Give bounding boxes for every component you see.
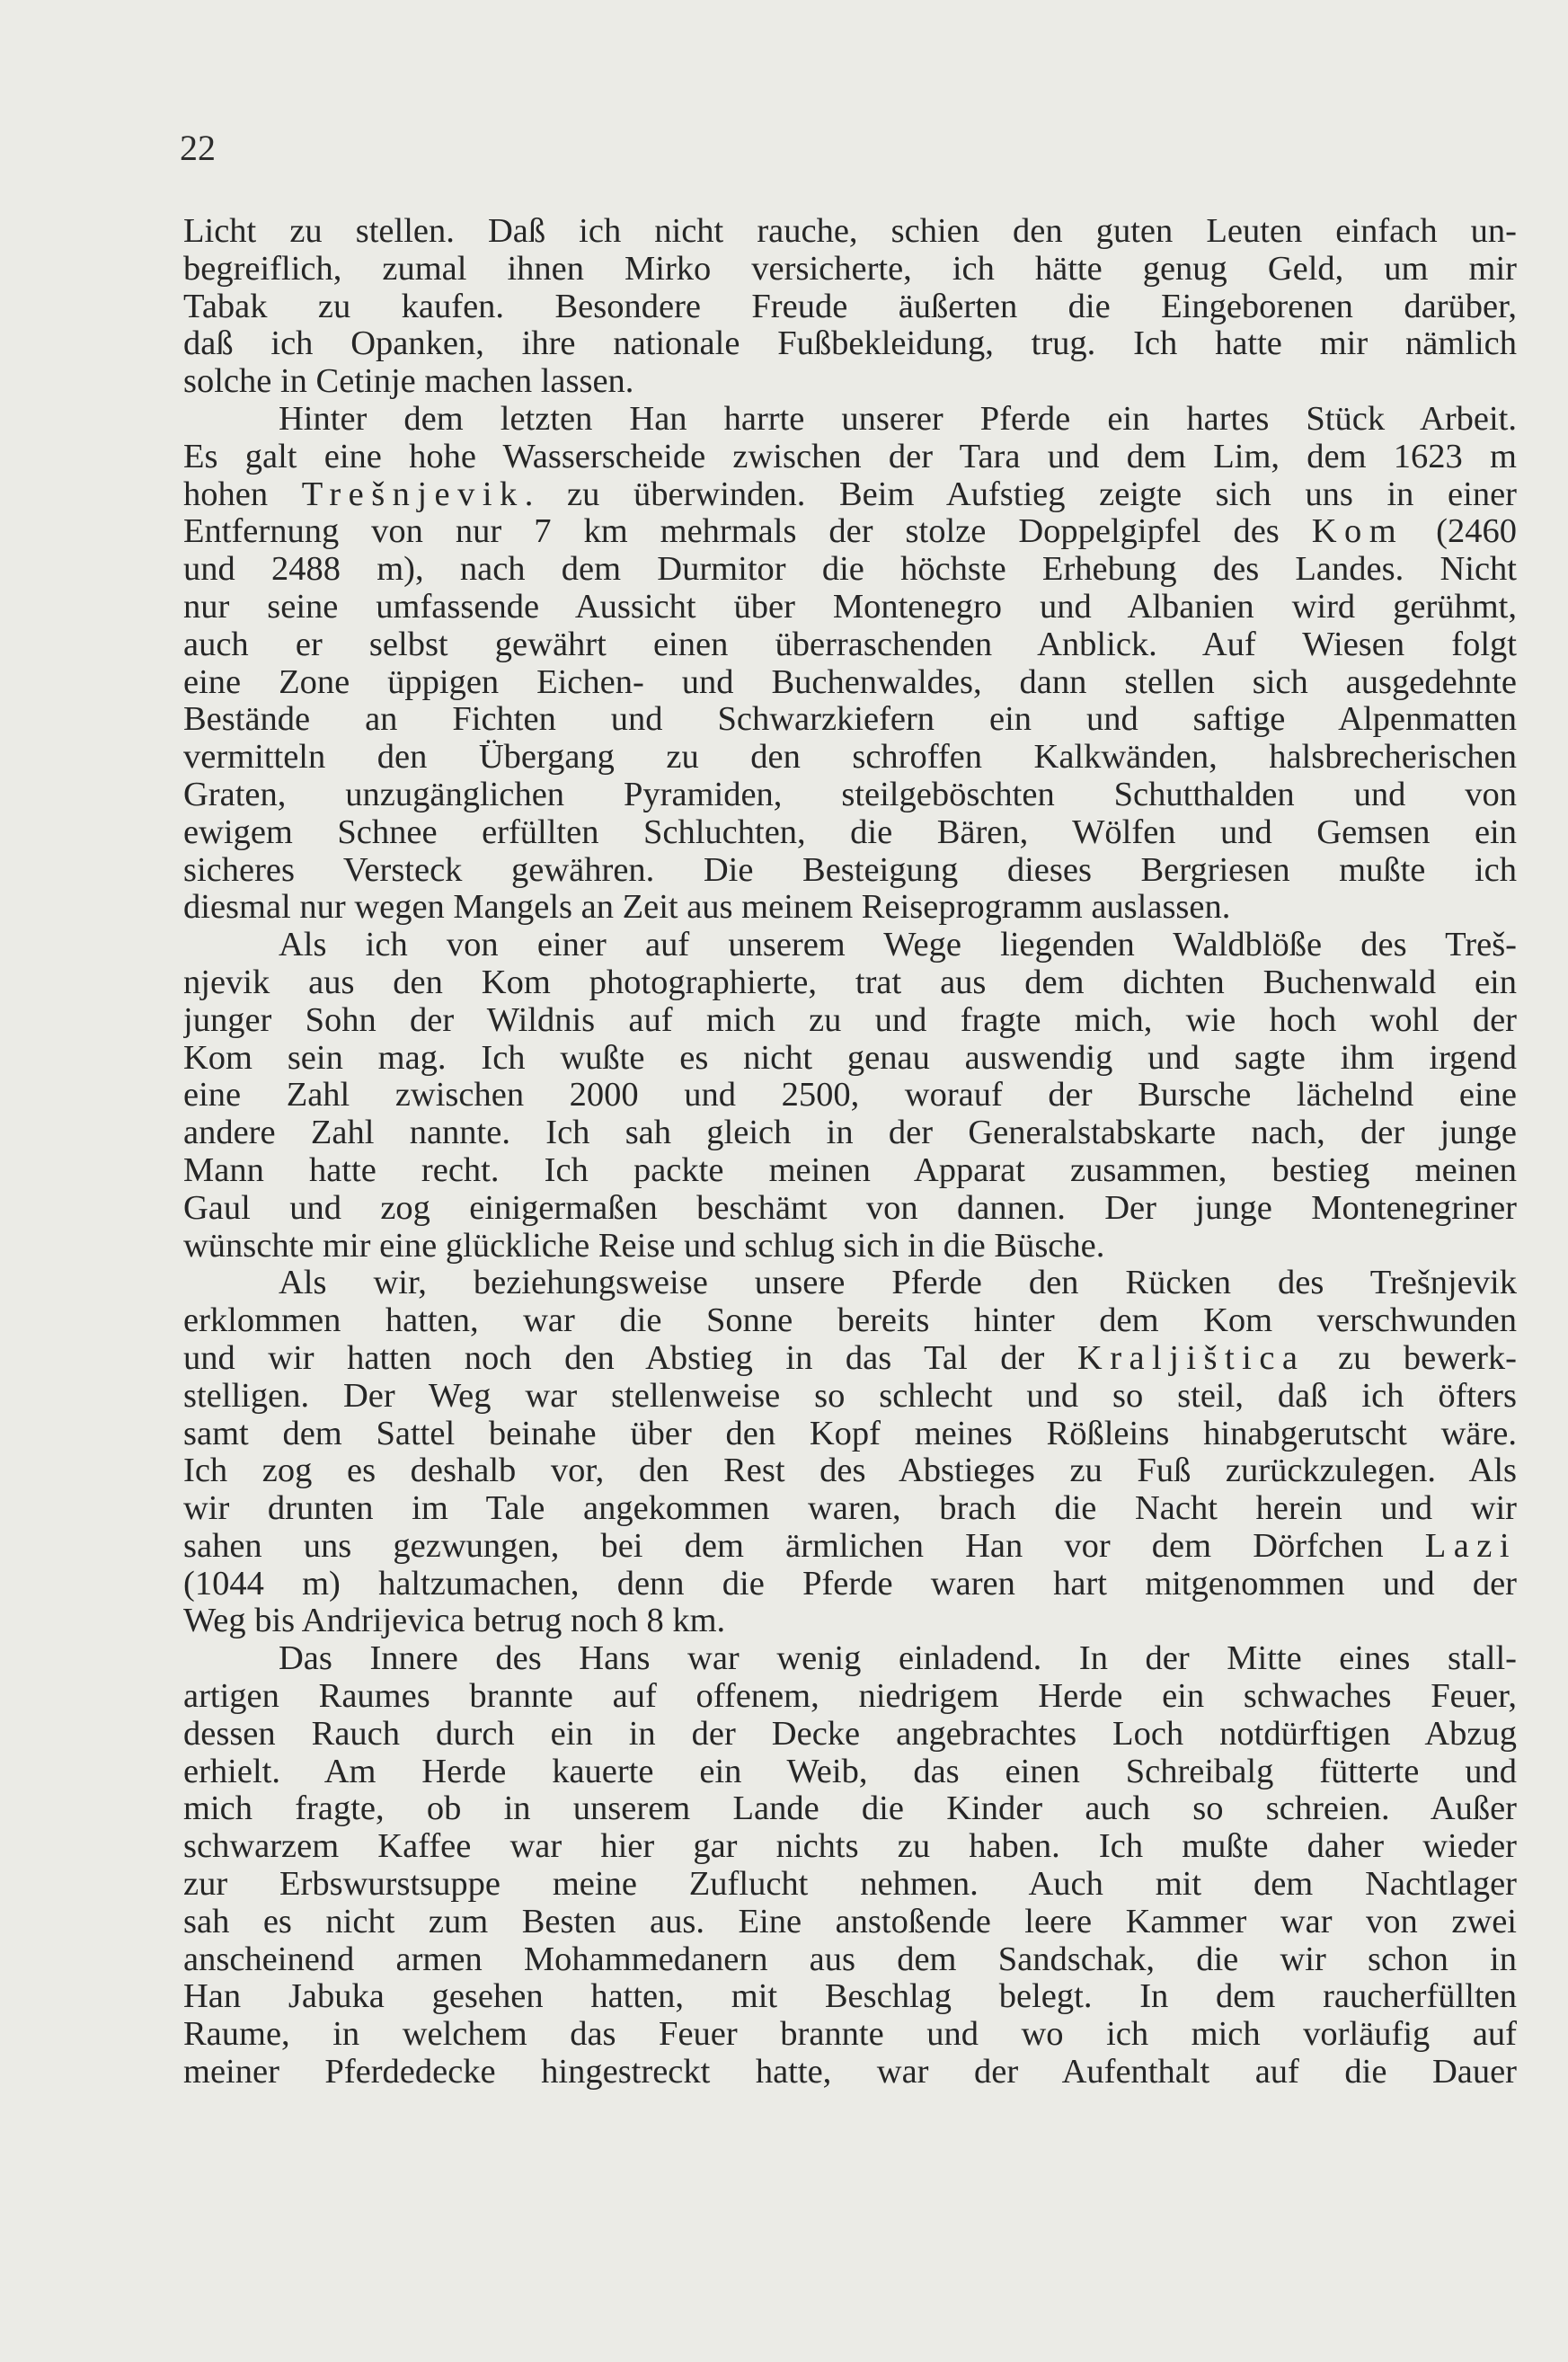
line-text-prefix: sahen uns gezwungen, bei dem ärmlichen Han vor dem Dörfchen bbox=[183, 1527, 1425, 1565]
line-text-prefix: Entfernung von nur 7 km mehrmals der stolze Doppelgipfel des bbox=[183, 513, 1312, 551]
text-line: sicheres Versteck gewähren. Die Besteigung dieses Bergriesen mußte ich bbox=[183, 851, 1517, 889]
text-line: eine Zone üppigen Eichen- und Buchenwaldes, dann stellen sich ausgedehnte bbox=[183, 663, 1517, 701]
spaced-place-name: Trešnjevik bbox=[301, 475, 525, 513]
text-line bbox=[183, 1528, 1517, 1566]
text-line: auch er selbst gewährt einen überraschenden Anblick. Auf Wiesen folgt bbox=[183, 626, 1517, 663]
text-line: vermitteln den Übergang zu den schroffen Kalkwänden, halsbrecherischen bbox=[183, 739, 1517, 777]
text-line: Licht zu stellen. Daß ich nicht rauche, schien den guten Leuten einfach un- bbox=[183, 213, 1517, 250]
text-line: andere Zahl nannte. Ich sah gleich in der Generalstabskarte nach, der junge bbox=[183, 1114, 1517, 1152]
line-text-suffix: . zu überwinden. Beim Aufstieg zeigte sich uns in einer bbox=[524, 475, 1517, 513]
text-line: ewigem Schnee erfüllten Schluchten, die Bären, Wölfen und Gemsen ein bbox=[183, 813, 1517, 851]
spaced-place-name: Kom bbox=[1311, 513, 1404, 551]
line-text-suffix: zu bewerk- bbox=[1305, 1339, 1517, 1377]
spaced-place-name: Kraljištica bbox=[1076, 1339, 1306, 1377]
text-line: Mann hatte recht. Ich packte meinen Apparat zusammen, bestieg meinen bbox=[183, 1151, 1517, 1189]
text-line: erhielt. Am Herde kauerte ein Weib, das einen Schreibalg fütterte und bbox=[183, 1753, 1517, 1790]
text-line: solche in Cetinje machen lassen. bbox=[183, 363, 634, 401]
line-text-prefix: und wir hatten noch den Abstieg in das Tal der bbox=[183, 1339, 1077, 1377]
line-text-suffix: (2460 bbox=[1404, 513, 1517, 551]
text-line: wünschte mir eine glückliche Reise und schlug sich in die Büsche. bbox=[183, 1227, 1105, 1265]
text-line: daß ich Opanken, ihre nationale Fußbekleidung, trug. Ich hatte mir nämlich bbox=[183, 325, 1517, 363]
text-line: Kom sein mag. Ich wußte es nicht genau auswendig und sagte ihm irgend bbox=[183, 1039, 1517, 1077]
body-text bbox=[183, 213, 1517, 2091]
text-line: artigen Raumes brannte auf offenem, niedrigem Herde ein schwaches Feuer, bbox=[183, 1678, 1517, 1716]
text-line: zur Erbswurstsuppe meine Zuflucht nehmen. Auch mit dem Nachtlager bbox=[183, 1866, 1517, 1904]
text-line: Tabak zu kaufen. Besondere Freude äußerten die Eingeborenen darüber, bbox=[183, 288, 1517, 325]
text-line: stelligen. Der Weg war stellenweise so schlecht und so steil, daß ich öfters bbox=[183, 1377, 1517, 1415]
paragraph-first-line: Als wir, beziehungsweise unsere Pferde den Rücken des Trešnjevik bbox=[279, 1265, 1517, 1302]
text-line: meiner Pferdedecke hingestreckt hatte, war der Aufenthalt auf die Dauer bbox=[183, 2054, 1517, 2091]
text-line: samt dem Sattel beinahe über den Kopf meines Rößleins hinabgerutscht wäre. bbox=[183, 1415, 1517, 1452]
text-line: nur seine umfassende Aussicht über Montenegro und Albanien wird gerühmt, bbox=[183, 588, 1517, 626]
text-line: eine Zahl zwischen 2000 und 2500, worauf der Bursche lächelnd eine bbox=[183, 1077, 1517, 1114]
text-line: diesmal nur wegen Mangels an Zeit aus meinem Reiseprogramm auslassen. bbox=[183, 889, 1231, 927]
text-line: (1044 m) haltzumachen, denn die Pferde waren hart mitgenommen und der bbox=[183, 1565, 1517, 1603]
text-line: erklommen hatten, war die Sonne bereits hinter dem Kom verschwunden bbox=[183, 1302, 1517, 1340]
text-line: Raume, in welchem das Feuer brannte und wo ich mich vorläufig auf bbox=[183, 2016, 1517, 2054]
paragraph-first-line: Hinter dem letzten Han harrte unserer Pferde ein hartes Stück Arbeit. bbox=[279, 400, 1517, 438]
spaced-place-name: Lazi bbox=[1424, 1527, 1517, 1565]
text-line: sah es nicht zum Besten aus. Eine anstoßende leere Kammer war von zwei bbox=[183, 1903, 1517, 1940]
text-line: Ich zog es deshalb vor, den Rest des Abstieges zu Fuß zurückzulegen. Als bbox=[183, 1452, 1517, 1490]
text-line bbox=[183, 476, 1517, 514]
paragraph-first-line: Als ich von einer auf unserem Wege liegenden Waldblöße des Treš- bbox=[279, 927, 1517, 964]
text-line: wir drunten im Tale angekommen waren, brach die Nacht herein und wir bbox=[183, 1490, 1517, 1528]
text-line: Es galt eine hohe Wasserscheide zwischen der Tara und dem Lim, dem 1623 m bbox=[183, 438, 1517, 475]
text-line: Weg bis Andrijevica betrug noch 8 km. bbox=[183, 1603, 726, 1640]
text-line: und 2488 m), nach dem Durmitor die höchste Erhebung des Landes. Nicht bbox=[183, 551, 1517, 589]
text-line: mich fragte, ob in unserem Lande die Kinder auch so schreien. Außer bbox=[183, 1790, 1517, 1828]
text-line: begreiflich, zumal ihnen Mirko versicherte, ich hätte genug Geld, um mir bbox=[183, 250, 1517, 288]
text-line: Graten, unzugänglichen Pyramiden, steilgeböschten Schutthalden und von bbox=[183, 776, 1517, 813]
text-line: dessen Rauch durch ein in der Decke angebrachtes Loch notdürftigen Abzug bbox=[183, 1715, 1517, 1753]
text-line: Han Jabuka gesehen hatten, mit Beschlag belegt. In dem raucherfüllten bbox=[183, 1978, 1517, 2016]
line-text-prefix: hohen bbox=[183, 475, 302, 513]
text-line: junger Sohn der Wildnis auf mich zu und fragte mich, wie hoch wohl der bbox=[183, 1001, 1517, 1039]
text-line: schwarzem Kaffee war hier gar nichts zu haben. Ich mußte daher wieder bbox=[183, 1828, 1517, 1866]
text-line: njevik aus den Kom photographierte, trat aus dem dichten Buchenwald ein bbox=[183, 963, 1517, 1001]
text-line: anscheinend armen Mohammedanern aus dem Sandschak, die wir schon in bbox=[183, 1940, 1517, 1978]
page-number: 22 bbox=[180, 128, 216, 168]
paragraph-first-line: Das Innere des Hans war wenig einladend. In der Mitte eines stall- bbox=[279, 1640, 1517, 1678]
text-line: Bestände an Fichten und Schwarzkiefern ein und saftige Alpenmatten bbox=[183, 701, 1517, 739]
text-line bbox=[183, 1340, 1517, 1378]
text-line: Gaul und zog einigermaßen beschämt von dannen. Der junge Montenegriner bbox=[183, 1189, 1517, 1227]
text-line bbox=[183, 513, 1517, 551]
